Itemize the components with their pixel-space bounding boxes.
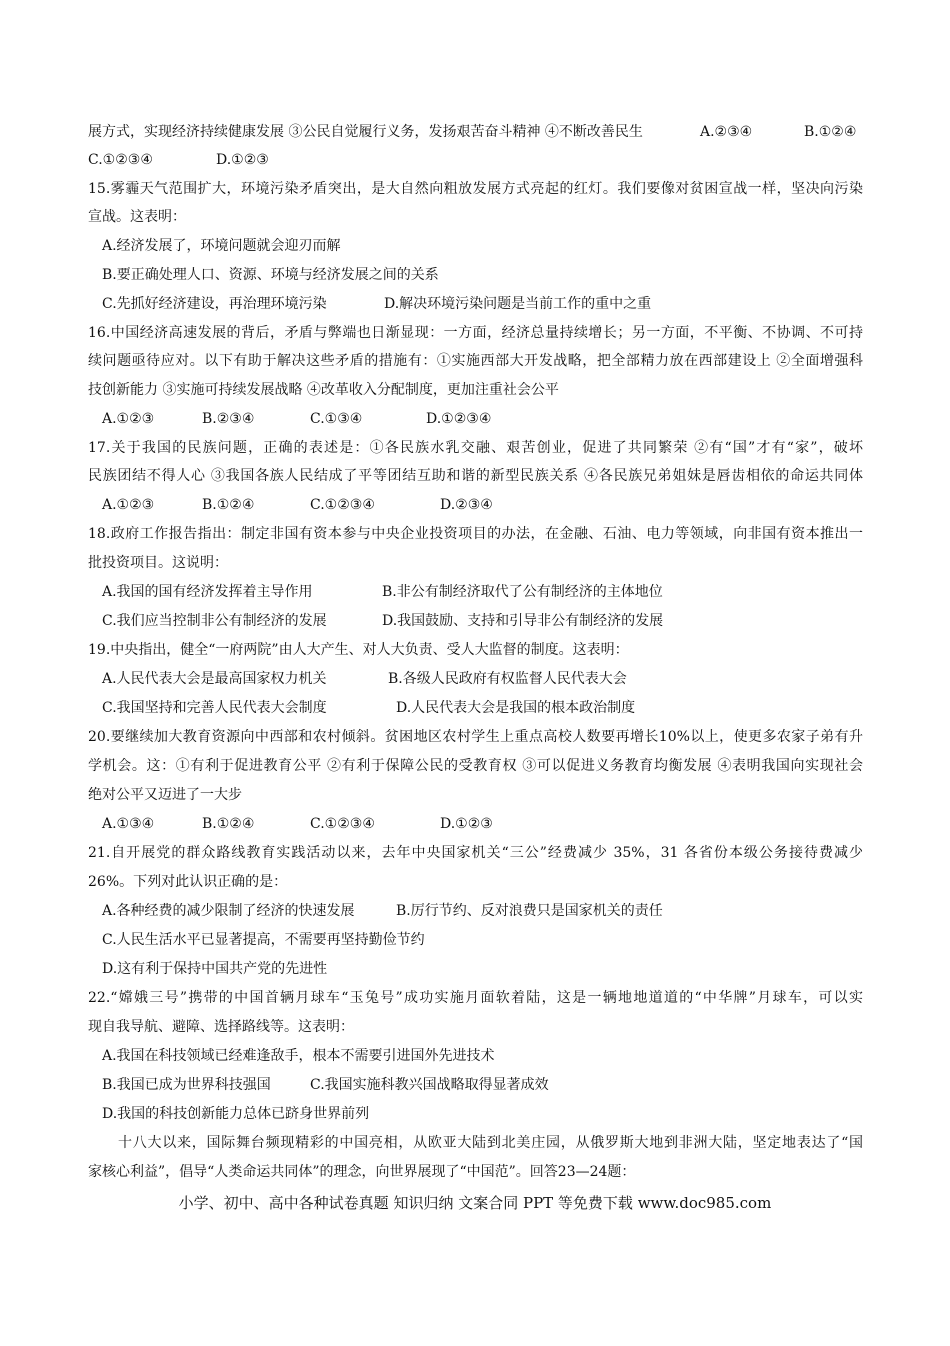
q17-stem-line-1: 17.关于我国的民族问题，正确的表述是：①各民族水乳交融、艰苦创业，促进了共同繁荣 ②有“国”才有“家”，破坏 <box>88 440 863 456</box>
q17-option-d: D.②③④ <box>440 497 493 513</box>
q15-options-cd <box>102 295 877 313</box>
q16-option-c: C.①③④ <box>310 411 363 427</box>
q22-stem-line-2: 现自我导航、避障、选择路线等。这表明： <box>88 1019 354 1035</box>
passage-line-1: 十八大以来，国际舞台频现精彩的中国亮相，从欧亚大陆到北美庄园，从俄罗斯大地到非洲大陆，坚定地表达了“国 <box>118 1135 863 1151</box>
q20-options <box>102 815 877 833</box>
q20-option-b: B.①②④ <box>202 816 255 832</box>
q14-line-2 <box>88 151 863 169</box>
q21-stem-line-1: 21.自开展党的群众路线教育实践活动以来，去年中央国家机关“三公”经费减少 35%，31 各省份本级公务接待费减少 <box>88 845 863 861</box>
q21-option-b: B.厉行节约、反对浪费只是国家机关的责任 <box>396 903 663 919</box>
q16-option-b: B.②③④ <box>202 411 255 427</box>
q20-stem-line-2: 学机会。这：①有利于促进教育公平 ②有利于保障公民的受教育权 ③可以促进义务教育均衡发展 ④表明我国向实现社会 <box>88 758 863 774</box>
q18-option-b: B.非公有制经济取代了公有制经济的主体地位 <box>382 584 663 600</box>
q19-stem-line-1: 19.中央指出，健全“一府两院”由人大产生、对人大负责、受人大监督的制度。这表明： <box>88 642 629 658</box>
q22-option-a: A.我国在科技领域已经难逢敌手，根本不需要引进国外先进技术 <box>102 1048 495 1064</box>
q15-option-a: A.经济发展了，环境问题就会迎刃而解 <box>102 238 341 254</box>
q20-option-c: C.①②③④ <box>310 816 375 832</box>
q22-options-bc <box>102 1076 877 1094</box>
q18-stem-line-1: 18.政府工作报告指出：制定非国有资本参与中央企业投资项目的办法，在金融、石油、电力等领域，向非国有资本推出一 <box>88 526 863 542</box>
q19-option-b: B.各级人民政府有权监督人民代表大会 <box>388 671 627 687</box>
q18-options-ab <box>102 583 877 601</box>
q16-option-d: D.①②③④ <box>426 411 492 427</box>
q18-option-a: A.我国的国有经济发挥着主导作用 <box>102 584 313 600</box>
q22-option-c: C.我国实施科教兴国战略取得显著成效 <box>310 1077 549 1093</box>
q21-option-d: D.这有利于保持中国共产党的先进性 <box>102 961 328 977</box>
q22-stem-line-1: 22.“嫦娥三号”携带的中国首辆月球车“玉兔号”成功实施月面软着陆，这是一辆地地道道的“中华牌”月球车，可以实 <box>88 990 863 1006</box>
q18-options-cd <box>102 612 877 630</box>
q15-stem-line-1: 15.雾霾天气范围扩大，环境污染矛盾突出，是大自然向粗放发展方式亮起的红灯。我们要像对贫困宣战一样，坚决向污染 <box>88 181 863 197</box>
q16-options <box>102 410 877 428</box>
q20-stem-line-3: 绝对公平又迈进了一大步 <box>88 787 242 803</box>
q14-option-c: C.①②③④ <box>88 152 153 168</box>
q14-option-d: D.①②③ <box>216 152 269 168</box>
passage-line-2: 家核心利益”，倡导“人类命运共同体”的理念，向世界展现了“中国范”。回答23—24题： <box>88 1164 636 1180</box>
q14-text: 展方式，实现经济持续健康发展 ③公民自觉履行义务，发扬艰苦奋斗精神 ④不断改善民生 <box>88 124 643 140</box>
q21-option-c: C.人民生活水平已显著提高，不需要再坚持勤俭节约 <box>102 932 425 948</box>
q18-option-d: D.我国鼓励、支持和引导非公有制经济的发展 <box>382 613 664 629</box>
q15-stem-line-2: 宣战。这表明： <box>88 209 186 225</box>
q20-stem-line-1: 20.要继续加大教育资源向中西部和农村倾斜。贫困地区农村学生上重点高校人数要再增长10%以上，使更多农家子弟有升 <box>88 729 863 745</box>
q14-option-a: A.②③④ <box>700 124 753 140</box>
q18-option-c: C.我们应当控制非公有制经济的发展 <box>102 613 327 629</box>
q19-options-cd <box>102 699 877 717</box>
q17-option-c: C.①②③④ <box>310 497 375 513</box>
q15-option-d: D.解决环境污染问题是当前工作的重中之重 <box>384 296 652 312</box>
q19-option-d: D.人民代表大会是我国的根本政治制度 <box>396 700 636 716</box>
q14-option-b: B.①②④ <box>804 124 857 140</box>
q16-stem-line-2: 续问题亟待应对。以下有助于解决这些矛盾的措施有：①实施西部大开发战略，把全部精力放在西部建设上 ②全面增强科 <box>88 353 863 369</box>
q16-stem-line-1: 16.中国经济高速发展的背后，矛盾与弊端也日渐显现：一方面，经济总量持续增长；另一方面，不平衡、不协调、不可持 <box>88 325 863 341</box>
q21-options-ab <box>102 902 877 920</box>
q17-options <box>102 496 877 514</box>
q16-stem-line-3: 技创新能力 ③实施可持续发展战略 ④改革收入分配制度，更加注重社会公平 <box>88 382 559 398</box>
q20-option-d: D.①②③ <box>440 816 493 832</box>
q15-option-b: B.要正确处理人口、资源、环境与经济发展之间的关系 <box>102 267 439 283</box>
q17-stem-line-2: 民族团结不得人心 ③我国各族人民结成了平等团结互助和谐的新型民族关系 ④各民族兄弟姐妹是唇齿相依的命运共同体 <box>88 468 863 484</box>
q21-option-a: A.各种经费的减少限制了经济的快速发展 <box>102 903 355 919</box>
q15-option-c: C.先抓好经济建设，再治理环境污染 <box>102 296 327 312</box>
q21-stem-line-2: 26%。下列对此认识正确的是： <box>88 874 288 890</box>
q17-option-b: B.①②④ <box>202 497 255 513</box>
q19-option-c: C.我国坚持和完善人民代表大会制度 <box>102 700 327 716</box>
q18-stem-line-2: 批投资项目。这说明： <box>88 555 228 571</box>
q22-option-d: D.我国的科技创新能力总体已跻身世界前列 <box>102 1106 370 1122</box>
q17-option-a: A.①②③ <box>102 497 155 513</box>
q19-options-ab <box>102 670 877 688</box>
q19-option-a: A.人民代表大会是最高国家权力机关 <box>102 671 327 687</box>
q20-option-a: A.①③④ <box>102 816 155 832</box>
footer-download-note: 小学、初中、高中各种试卷真题 知识归纳 文案合同 PPT 等免费下载 www.doc985.com <box>178 1194 772 1212</box>
q16-option-a: A.①②③ <box>102 411 155 427</box>
q22-option-b: B.我国已成为世界科技强国 <box>102 1077 271 1093</box>
q14-line-1 <box>88 123 863 141</box>
